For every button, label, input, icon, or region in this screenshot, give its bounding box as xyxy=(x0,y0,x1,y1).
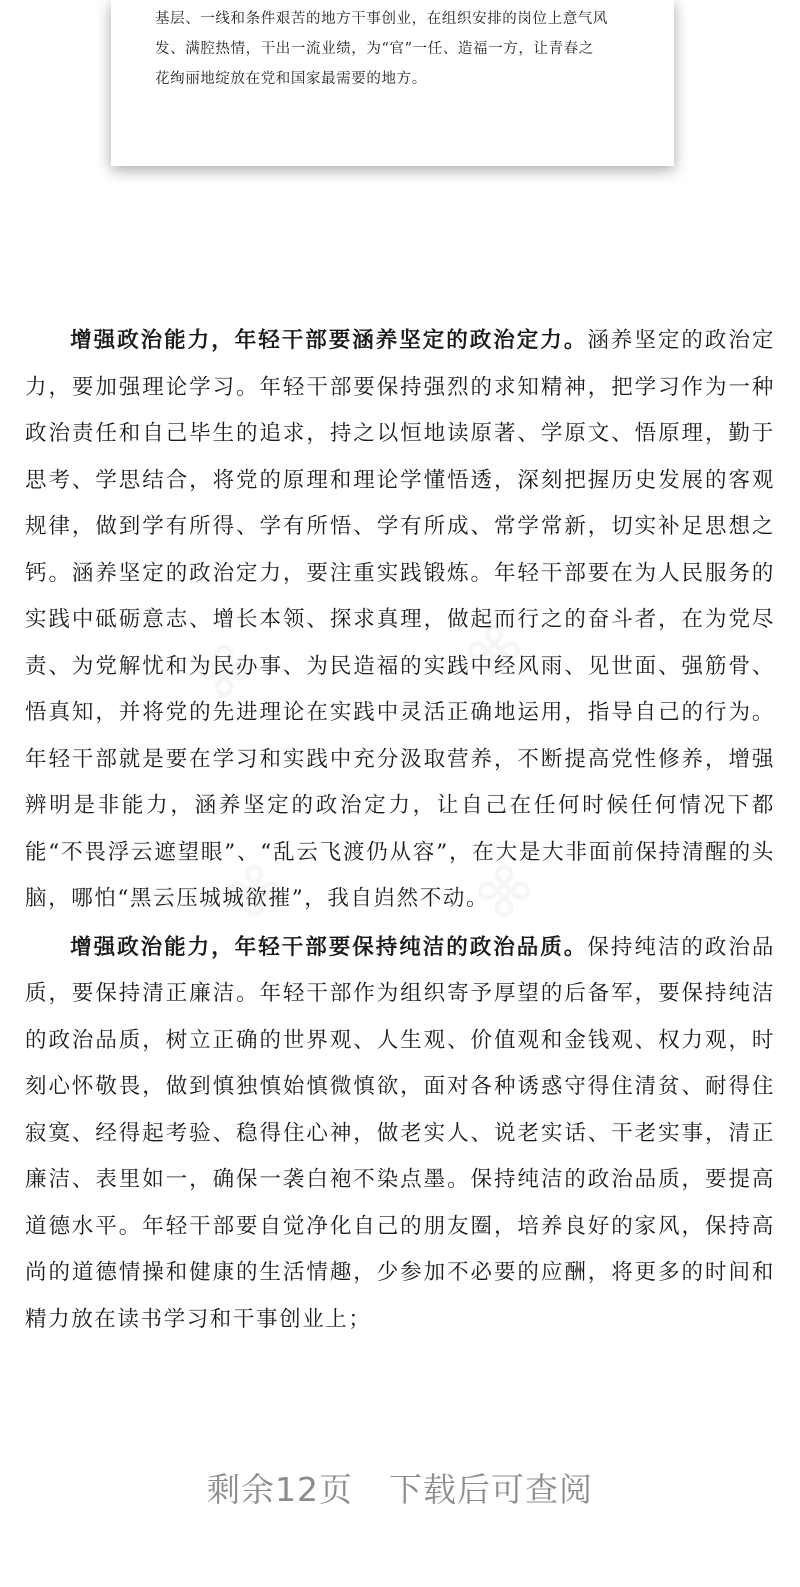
excerpt-line: 发、满腔热情，干出一流业绩，为“官”一任、造福一方，让青春之 xyxy=(155,41,594,57)
download-prompt[interactable] xyxy=(0,1464,800,1511)
article-paragraph xyxy=(25,925,775,1344)
excerpt-line: 基层、一线和条件艰苦的地方干事创业，在组织安排的岗位上意气风 xyxy=(155,11,608,27)
paragraph-lead: 增强政治能力，年轻干部要保持纯洁的政治品质。 xyxy=(70,934,588,960)
paragraph-body: 保持纯洁的政治品质，要保持清正廉洁。年轻干部作为组织寄予厚望的后备军，要保持纯洁的政治品质，树立正确的世界观、人生观、价值观和金钱观、权力观，时刻心怀敬畏，做到慎独慎始慎微慎欲，面对各种诱惑守得住清贫、耐得住寂寞、经得起考验、稳得住心神，做老实人、说老实话、干老实事，清正廉洁、表里如一，确保一袭白袍不染点墨。保持纯洁的政治品质，要提高道德水平。年轻干部要自觉净化自己的朋友圈，培养良好的家风，保持高尚的道德情操和健康的生活情趣，少参加不必要的应酬，将更多的时间和精力放在读书学习和干事创业上； xyxy=(25,934,775,1332)
download-to-view-label[interactable]: 下载后可查阅 xyxy=(389,1470,593,1509)
excerpt-card xyxy=(111,0,674,166)
excerpt-line: 花绚丽地绽放在党和国家最需要的地方。 xyxy=(155,71,427,87)
paragraph-body: 涵养坚定的政治定力，要加强理论学习。年轻干部要保持强烈的求知精神，把学习作为一种政治责任和自己毕生的追求，持之以恒地读原著、学原文、悟原理，勤于思考、学思结合，将党的原理和理论学懂悟透，深刻把握历史发展的客观规律，做到学有所得、学有所悟、学有所成、常学常新，切实补足思想之钙。涵养坚定的政治定力，要注重实践锻炼。年轻干部要在为人民服务的实践中砥砺意志、增长本领、探求真理，做起而行之的奋斗者，在为党尽责、为党解忧和为民办事、为民造福的实践中经风雨、见世面、强筋骨、悟真知，并将党的先进理论在实践中灵活正确地运用，指导自己的行为。年轻干部就是要在学习和实践中充分汲取营养，不断提高党性修养，增强辨明是非能力，涵养坚定的政治定力，让自己在任何时候任何情况下都能“不畏浮云遮望眼”、“乱云飞渡仍从容”，在大是大非面前保持清醒的头脑，哪怕“黑云压城城欲摧”，我自岿然不动。 xyxy=(25,328,775,911)
article-paragraph xyxy=(25,318,775,923)
remaining-pages-label[interactable]: 剩余12页 xyxy=(207,1470,353,1509)
paragraph-lead: 增强政治能力，年轻干部要涵养坚定的政治定力。 xyxy=(70,328,588,353)
article-body xyxy=(25,318,775,1343)
